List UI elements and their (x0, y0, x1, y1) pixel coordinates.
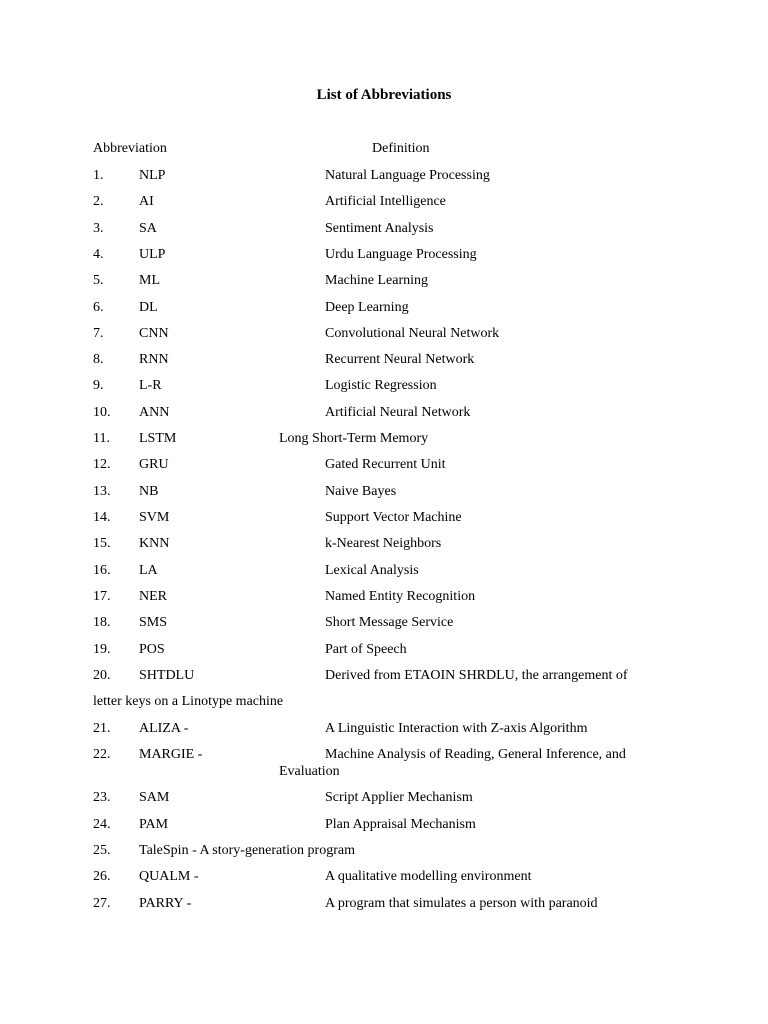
item-definition: Naive Bayes (325, 484, 397, 499)
item-number: 21. (93, 721, 111, 736)
item-definition: Plan Appraisal Mechanism (325, 817, 476, 832)
item-number: 2. (93, 194, 104, 209)
item-definition: Long Short-Term Memory (279, 431, 429, 446)
list-item (0, 588, 768, 608)
item-definition: Machine Learning (325, 273, 429, 288)
list-item (0, 351, 768, 371)
item-abbreviation: GRU (139, 457, 169, 472)
list-item (0, 167, 768, 187)
list-item (0, 868, 768, 888)
item-number: 27. (93, 896, 111, 911)
item-abbreviation: RNN (139, 352, 169, 367)
list-item (0, 246, 768, 266)
item-abbreviation: DL (139, 300, 158, 315)
list-item (0, 404, 768, 424)
list-item (0, 220, 768, 240)
item-number: 26. (93, 869, 111, 884)
item-abbreviation: TaleSpin - A story-generation program (139, 843, 355, 858)
list-item (0, 430, 768, 450)
item-number: 8. (93, 352, 104, 367)
list-item (0, 509, 768, 529)
item-abbreviation: L-R (139, 378, 162, 393)
item-definition: Urdu Language Processing (325, 247, 477, 262)
item-definition: Short Message Service (325, 615, 454, 630)
item-number: 14. (93, 510, 111, 525)
item-number: 18. (93, 615, 111, 630)
item-definition: Named Entity Recognition (325, 589, 476, 604)
item-definition-continuation: Evaluation (279, 764, 340, 779)
item-abbreviation: CNN (139, 326, 169, 341)
item-number: 10. (93, 405, 111, 420)
item-definition: Part of Speech (325, 642, 407, 657)
item-abbreviation: PARRY - (139, 896, 192, 911)
item-number: 19. (93, 642, 111, 657)
item-number: 4. (93, 247, 104, 262)
item-number: 1. (93, 168, 104, 183)
item-definition: Gated Recurrent Unit (325, 457, 446, 472)
item-abbreviation: SVM (139, 510, 170, 525)
list-item (0, 299, 768, 319)
list-item (0, 789, 768, 809)
item-abbreviation: ALIZA - (139, 721, 189, 736)
item-number: 7. (93, 326, 104, 341)
item-definition: Sentiment Analysis (325, 221, 434, 236)
list-item (0, 562, 768, 582)
item-definition: k-Nearest Neighbors (325, 536, 442, 551)
item-definition-continuation: letter keys on a Linotype machine (93, 694, 284, 709)
item-definition: Script Applier Mechanism (325, 790, 473, 805)
item-number: 22. (93, 747, 111, 762)
list-item (0, 614, 768, 634)
list-item (0, 483, 768, 503)
item-number: 13. (93, 484, 111, 499)
item-definition: Machine Analysis of Reading, General Inference, and (325, 747, 626, 762)
item-definition: Lexical Analysis (325, 563, 419, 578)
item-abbreviation: NER (139, 589, 167, 604)
item-abbreviation: NB (139, 484, 159, 499)
item-abbreviation: ANN (139, 405, 170, 420)
list-item (0, 325, 768, 345)
item-number: 20. (93, 668, 111, 683)
item-number: 25. (93, 843, 111, 858)
item-definition: A program that simulates a person with paranoid (325, 896, 598, 911)
item-number: 17. (93, 589, 111, 604)
item-definition: Recurrent Neural Network (325, 352, 475, 367)
item-abbreviation: QUALM - (139, 869, 199, 884)
item-number: 15. (93, 536, 111, 551)
list-item (0, 535, 768, 555)
item-definition: Derived from ETAOIN SHRDLU, the arrangement of (325, 668, 628, 683)
item-abbreviation: PAM (139, 817, 169, 832)
list-item (0, 816, 768, 836)
item-number: 3. (93, 221, 104, 236)
item-number: 12. (93, 457, 111, 472)
header-definition: Definition (372, 141, 430, 156)
item-abbreviation: POS (139, 642, 165, 657)
list-item (0, 193, 768, 213)
list-item (0, 641, 768, 661)
list-item (0, 456, 768, 476)
list-item (0, 377, 768, 397)
list-item (0, 842, 768, 862)
item-abbreviation: NLP (139, 168, 166, 183)
list-item (0, 746, 768, 766)
item-definition: Deep Learning (325, 300, 409, 315)
page-title: List of Abbreviations (316, 87, 452, 103)
item-definition: Logistic Regression (325, 378, 437, 393)
item-abbreviation: LSTM (139, 431, 177, 446)
list-item (0, 720, 768, 740)
item-definition: Support Vector Machine (325, 510, 462, 525)
item-abbreviation: LA (139, 563, 158, 578)
item-abbreviation: SAM (139, 790, 170, 805)
item-abbreviation: SHTDLU (139, 668, 195, 683)
item-number: 11. (93, 431, 110, 446)
item-number: 24. (93, 817, 111, 832)
header-abbreviation: Abbreviation (93, 141, 167, 156)
item-definition: Convolutional Neural Network (325, 326, 500, 341)
item-abbreviation: ML (139, 273, 160, 288)
item-definition: Natural Language Processing (325, 168, 490, 183)
item-definition: Artificial Intelligence (325, 194, 446, 209)
item-number: 5. (93, 273, 104, 288)
list-item (0, 895, 768, 915)
item-abbreviation: AI (139, 194, 154, 209)
item-abbreviation: SA (139, 221, 157, 236)
item-abbreviation: SMS (139, 615, 168, 630)
list-item (0, 667, 768, 687)
item-definition: A Linguistic Interaction with Z-axis Algorithm (325, 721, 588, 736)
item-definition: Artificial Neural Network (325, 405, 471, 420)
item-number: 6. (93, 300, 104, 315)
item-number: 16. (93, 563, 111, 578)
item-abbreviation: KNN (139, 536, 170, 551)
item-abbreviation: ULP (139, 247, 166, 262)
item-number: 9. (93, 378, 104, 393)
item-abbreviation: MARGIE - (139, 747, 203, 762)
item-number: 23. (93, 790, 111, 805)
list-item (0, 272, 768, 292)
item-definition: A qualitative modelling environment (325, 869, 532, 884)
